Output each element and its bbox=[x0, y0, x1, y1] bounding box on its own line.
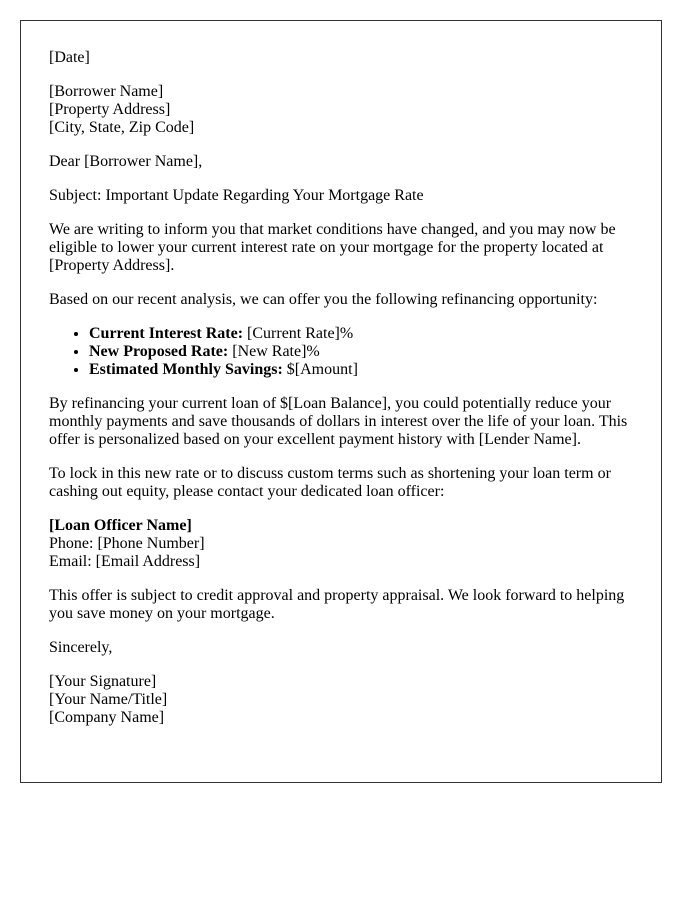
recipient-name: [Borrower Name] bbox=[49, 83, 164, 100]
subject: Subject: Important Update Regarding Your Mortgage Rate bbox=[49, 187, 424, 204]
disclaimer: This offer is subject to credit approval and property appraisal. We look forward to helping you save money on your mortgage. bbox=[49, 587, 625, 622]
offer-item-new-rate bbox=[89, 343, 633, 361]
company-name: [Company Name] bbox=[49, 709, 165, 726]
offer-lead: Based on our recent analysis, we can offer you the following refinancing opportunity: bbox=[49, 291, 598, 308]
offer-value: $[Amount] bbox=[282, 361, 358, 378]
offer-label: New Proposed Rate: bbox=[89, 343, 229, 360]
officer-block bbox=[49, 517, 633, 571]
officer-email: Email: [Email Address] bbox=[49, 553, 201, 570]
offer-item-current-rate bbox=[89, 325, 633, 343]
recipient-block bbox=[49, 83, 633, 137]
intro-paragraph: We are writing to inform you that market conditions have changed, and you may now be eligible to lower your current interest rate on your mortgage for the property located at [Property Address]. bbox=[49, 221, 616, 274]
recipient-city: [City, State, Zip Code] bbox=[49, 119, 195, 136]
offer-value: [Current Rate]% bbox=[243, 325, 354, 342]
officer-phone: Phone: [Phone Number] bbox=[49, 535, 205, 552]
date: [Date] bbox=[49, 49, 90, 66]
signer-name-title: [Your Name/Title] bbox=[49, 691, 168, 708]
letter bbox=[20, 20, 662, 783]
offer-label: Estimated Monthly Savings: bbox=[89, 361, 283, 378]
salutation: Dear [Borrower Name], bbox=[49, 153, 203, 170]
offer-list bbox=[49, 325, 633, 379]
signature: [Your Signature] bbox=[49, 673, 157, 690]
offer-value: [New Rate]% bbox=[228, 343, 320, 360]
recipient-address: [Property Address] bbox=[49, 101, 171, 118]
closing: Sincerely, bbox=[49, 639, 113, 656]
officer-name: [Loan Officer Name] bbox=[49, 517, 192, 534]
benefit-paragraph: By refinancing your current loan of $[Loan Balance], you could potentially reduce your monthly payments and save thousands of dollars in interest over the life of your loan. This offer is personalized based on your excellent payment history with [Lender Name]. bbox=[49, 395, 628, 448]
offer-label: Current Interest Rate: bbox=[89, 325, 244, 342]
contact-lead: To lock in this new rate or to discuss custom terms such as shortening your loan term or cashing out equity, please contact your dedicated loan officer: bbox=[49, 465, 611, 500]
signature-block bbox=[49, 673, 633, 727]
offer-item-savings bbox=[89, 361, 633, 379]
